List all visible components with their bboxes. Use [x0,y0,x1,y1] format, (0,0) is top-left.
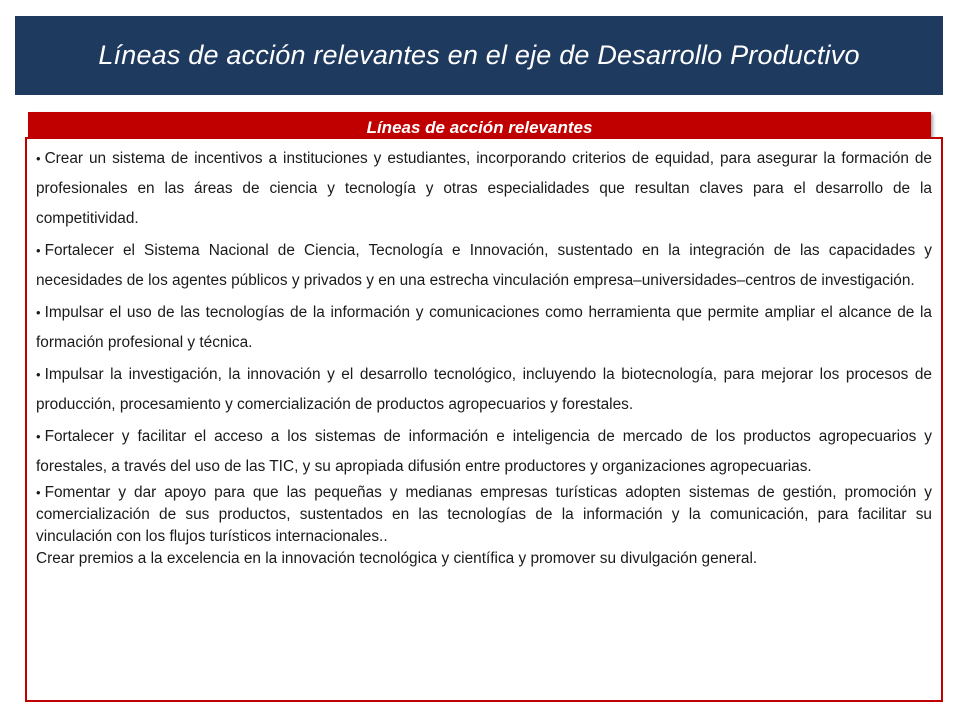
list-item-text: Impulsar el uso de las tecnologías de la información y comunicaciones como herramienta que permite ampliar el alcance de la formación profesional y técnica. [36,304,932,351]
list-item-text: Fortalecer el Sistema Nacional de Ciencia, Tecnología e Innovación, sustentado en la integración de las capacidades y necesidades de los agentes públicos y privados y en una estrecha vinculación empresa–universidades–centros de investigación. [36,242,932,289]
action-lines-box [25,137,943,702]
slide-title: Líneas de acción relevantes en el eje de Desarrollo Productivo [98,40,860,70]
list-item [36,360,932,420]
list-item [36,422,932,482]
bullet: • [36,429,41,444]
section-header [28,112,931,138]
list-item-text: Fortalecer y facilitar el acceso a los sistemas de información e inteligencia de mercado de los productos agropecuarios y forestales, a través del uso de las TIC, y su apropiada difusión entre productores y organizaciones agropecuarias. [36,428,932,475]
bullet: • [36,243,41,258]
title-bar [15,16,943,95]
list-item-text: Fomentar y dar apoyo para que las pequeñas y medianas empresas turísticas adopten sistemas de gestión, promoción y comercialización de sus productos, sustentados en las tecnologías de la información y la comunicación, para facilitar su vinculación con los flujos turísticos internacionales.. [36,484,932,545]
bullet: • [36,151,41,166]
list-item-text: Crear un sistema de incentivos a instituciones y estudiantes, incorporando criterios de equidad, para asegurar la formación de profesionales en las áreas de ciencia y tecnología y otras especialidades que resultan claves para el desarrollo de la competitividad. [36,150,932,227]
list-item [36,482,932,548]
list-item [36,298,932,358]
list-item-text: Impulsar la investigación, la innovación y el desarrollo tecnológico, incluyendo la biotecnología, para mejorar los procesos de producción, procesamiento y comercialización de productos agropecuarios y forestales. [36,366,932,413]
list-item-text: Crear premios a la excelencia en la innovación tecnológica y científica y promover su divulgación general. [36,550,758,567]
list-item [36,236,932,296]
list-item [36,548,932,570]
bullet: • [36,305,41,320]
section-header-label: Líneas de acción relevantes [366,118,593,137]
list-item [36,144,932,234]
bullet: • [36,485,41,500]
bullet: • [36,367,41,382]
